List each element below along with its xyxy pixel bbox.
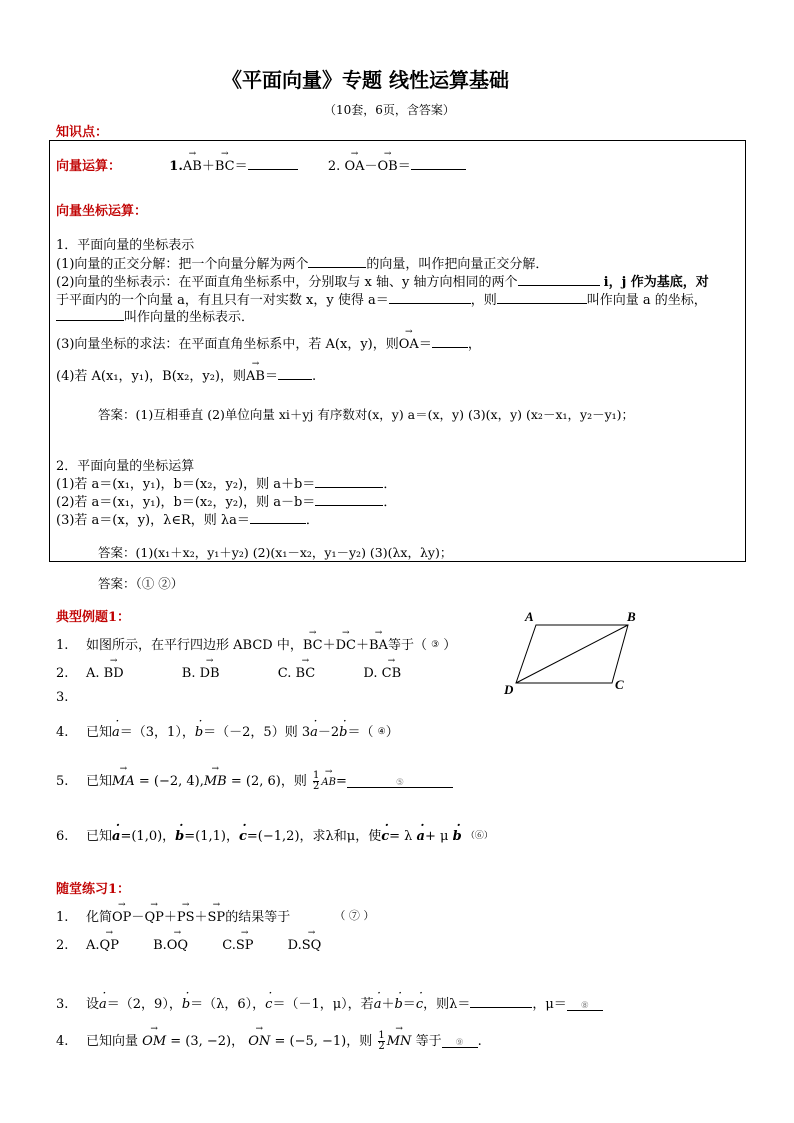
answer-outer: 答案：（① ②） xyxy=(98,576,184,591)
p1-line5: (3)向量坐标的求法：在平面直角坐标系中，若 A(x，y)，则→ OA＝ ， xyxy=(56,333,481,352)
text: (1)向量的正交分解：把一个向量分解为两个 xyxy=(56,257,309,272)
answer-mark: （⑥） xyxy=(465,831,493,841)
coord-ops-label: 向量坐标运算： xyxy=(56,204,148,219)
p1-line4 xyxy=(56,306,254,325)
p2-line3: (3)若 a＝(x，y)，λ∈R，则 λa＝ ． xyxy=(56,509,319,528)
answer-blank xyxy=(432,334,468,348)
answer-blank xyxy=(315,474,383,488)
example-heading: 典型例题1： xyxy=(56,610,131,625)
example-q1: 1. 如图所示，在平行四边形 ABCD 中，→ BC＋→ DC＋→ BA等于（ ③ ） xyxy=(56,634,456,653)
vector-ob: → OB xyxy=(378,159,398,174)
text: 叫作向量的坐标表示． xyxy=(124,310,255,325)
example-q5: 5. 已知→ MA = (−2, 4),→ MB = (2, 6)，则 $\frac{1}{2}$ → AB= ⑤ xyxy=(56,770,453,792)
p2-line2: (2)若 a＝(x₁，y₁)，b＝(x₂，y₂)，则 a－b＝ ． xyxy=(56,491,396,510)
text: (3)若 a＝(x，y)，λ∈R，则 λa＝ xyxy=(56,513,250,528)
example-q6: 6. 已知· a=(1,0)，· b=(1,1)，· c=(−1,2)，求λ和μ，使· c= λ · a+ μ · b （⑥） xyxy=(56,825,493,844)
page-title: 《平面向量》专题 线性运算基础 xyxy=(222,68,509,92)
p1-line1 xyxy=(56,253,548,272)
text: 于平面内的一个向量 a，有且只有一对实数 x，y 使得 a＝ xyxy=(56,293,389,308)
example-q4: 4. 已知· a＝（3，1），· b＝（－2，5）则 3· a－2· b＝（ ④） xyxy=(56,721,399,740)
item-number: 1. xyxy=(169,159,183,174)
answer-blank xyxy=(250,510,306,524)
label-d: D xyxy=(504,682,514,697)
page-subtitle: （10套，6页，含答案） xyxy=(324,103,455,117)
text: (1)若 a＝(x₁，y₁)，b＝(x₂，y₂)，则 a＋b＝ xyxy=(56,477,316,492)
example-q2-options: 2. A. → BD B. → DB C. → BC D. → CB xyxy=(56,666,401,681)
practice-q2-options: 2. A.→ QP B.→ OQ C.→ SP D.→ SQ xyxy=(56,938,321,953)
answer-blank xyxy=(518,272,600,286)
text: 的向量，叫作把向量正交分解． xyxy=(366,257,549,272)
answer-blank xyxy=(308,254,366,268)
vector-bc: → BC xyxy=(215,159,235,174)
practice-q1: 1. 化简→ OP－→ QP＋→ PS＋→ SP的结果等于 （ ⑦ ） xyxy=(56,906,374,925)
answer-blank xyxy=(389,290,471,304)
answer-text: (1)(x₁＋x₂，y₁＋y₂) (2)(x₁－x₂，y₁－y₂) (3)(λx，λy)； xyxy=(135,545,453,560)
practice-heading: 随堂练习1： xyxy=(56,882,131,897)
label-c: C xyxy=(615,677,624,692)
vector-oa: → OA xyxy=(344,159,364,174)
answer-blank xyxy=(470,994,532,1008)
answer-1 xyxy=(98,405,634,423)
practice-q3: 3. 设· a＝（2，9），· b＝（λ，6），· c＝（－1，μ），若· a＋· b＝· c，则λ＝ ，μ＝ ⑧ xyxy=(56,993,603,1012)
text: 叫作向量 a 的坐标， xyxy=(586,293,707,308)
vector-ab: → AB xyxy=(246,369,265,384)
practice-q4: 4. 已知向量 → OM = (3, −2)， → ON = (−5, −1)，则 $\frac{1}{2}$ → MN 等于 ⑨ . xyxy=(56,1030,482,1052)
vector-ab: → AB xyxy=(183,159,202,174)
answer-label: 答案： xyxy=(98,407,136,422)
text: (4)若 A(x₁，y₁)，B(x₂，y₂)，则 xyxy=(56,369,246,384)
answer-2 xyxy=(98,543,452,561)
parallelogram-figure xyxy=(500,605,650,700)
text: i，j 作为基底，对 xyxy=(603,275,709,290)
knowledge-heading: 知识点： xyxy=(56,125,109,140)
p2-line1: (1)若 a＝(x₁，y₁)，b＝(x₂，y₂)，则 a＋b＝ ． xyxy=(56,473,396,492)
vector-ops-label: 向量运算： xyxy=(56,159,122,174)
answer-blank xyxy=(248,156,298,170)
item-number: 2. xyxy=(327,159,341,174)
label-a: A xyxy=(525,609,534,624)
label-b: B xyxy=(627,609,636,624)
p2-title: 2．平面向量的坐标运算 xyxy=(56,459,195,474)
text: 等于（ xyxy=(387,638,427,653)
answer-mark: ④ xyxy=(377,727,386,737)
example-q3: 3. xyxy=(56,690,69,705)
answer-mark: （ ⑦ ） xyxy=(334,909,375,922)
p1-line6: (4)若 A(x₁，y₁)，B(x₂，y₂)，则→ AB＝ . xyxy=(56,365,316,384)
answer-blank: ⑨ xyxy=(442,1034,478,1048)
text: 如图所示，在平行四边形 ABCD 中， xyxy=(86,638,303,653)
answer-blank xyxy=(497,290,587,304)
text: ，则 xyxy=(470,293,497,308)
vector-oa: → OA xyxy=(399,337,419,352)
text: (2)向量的坐标表示：在平面直角坐标系中，分别取与 x 轴、y 轴方向相同的两个 xyxy=(56,275,518,290)
p1-title: 1．平面向量的坐标表示 xyxy=(56,238,195,253)
answer-blank: ⑤ xyxy=(347,774,453,788)
p1-line2 xyxy=(56,271,709,290)
text: (2)若 a＝(x₁，y₁)，b＝(x₂，y₂)，则 a－b＝ xyxy=(56,495,316,510)
answer-mark: ③ xyxy=(431,640,440,650)
answer-blank: ⑧ xyxy=(567,997,603,1011)
answer-blank xyxy=(56,307,124,321)
text: (3)向量坐标的求法：在平面直角坐标系中，若 A(x，y)，则 xyxy=(56,337,399,352)
answer-text: (1)互相垂直 (2)单位向量 xi＋yj 有序数对(x，y) a＝(x，y) (3)(x，y) (x₂－x₁，y₂－y₁)； xyxy=(135,407,635,422)
answer-label: 答案： xyxy=(98,545,136,560)
answer-blank xyxy=(278,366,312,380)
vector-ops-row: 向量运算： 1.→ AB＋→ BC＝ 2. → OA－→ OB＝ xyxy=(56,155,466,174)
answer-blank xyxy=(411,156,466,170)
answer-blank xyxy=(315,492,383,506)
